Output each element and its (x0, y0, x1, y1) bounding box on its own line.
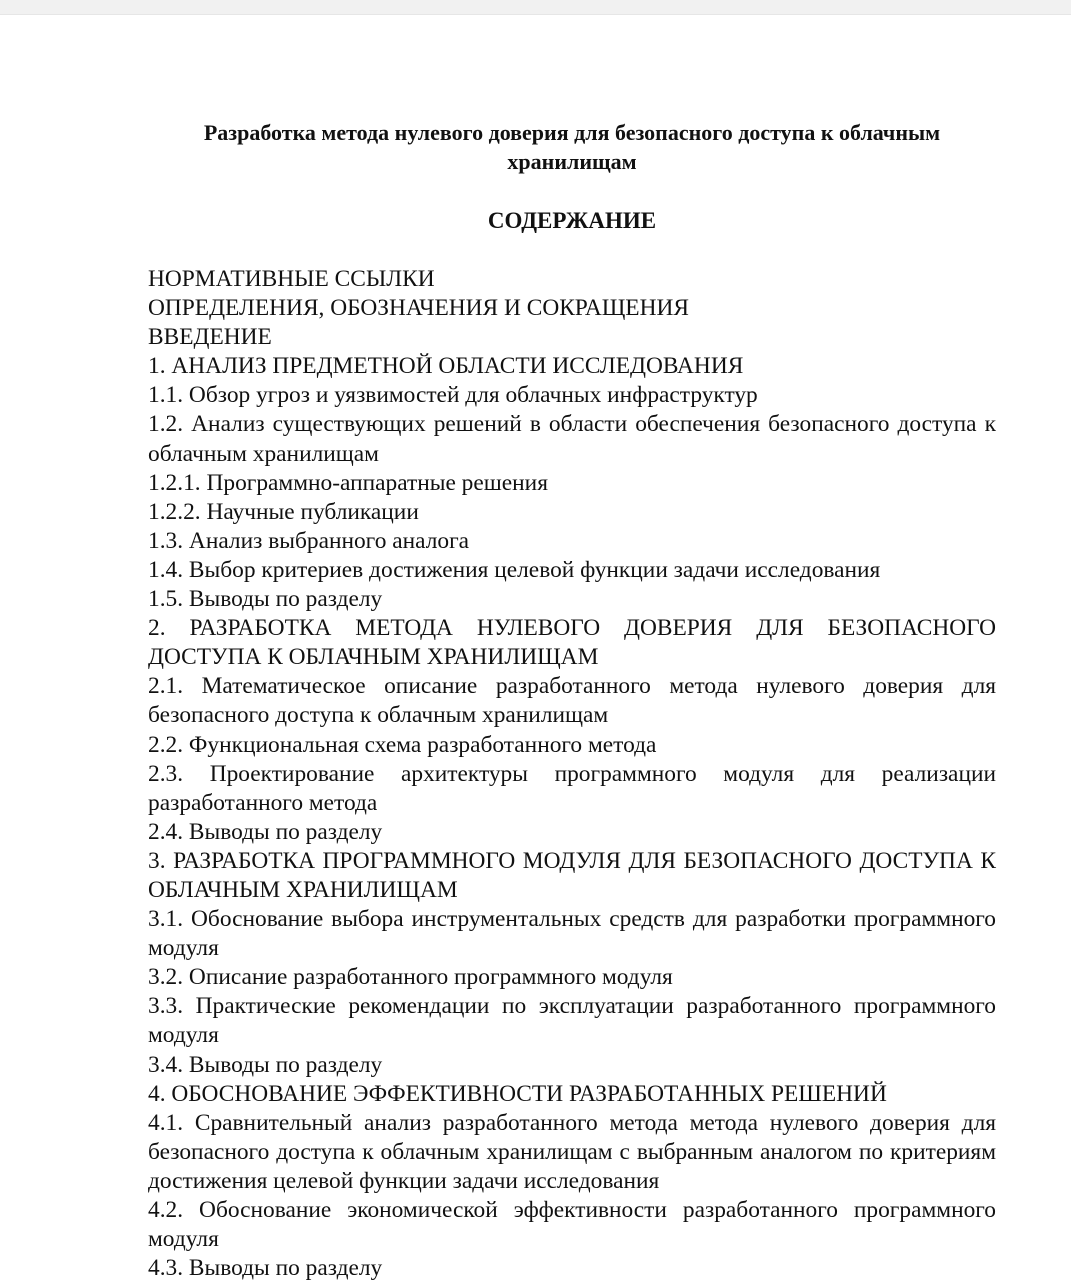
document-title: Разработка метода нулевого доверия для безопасного доступа к облачным хранилищам (203, 120, 941, 174)
toc-item: 3.4. Выводы по разделу (148, 1051, 383, 1078)
toc-item: 2.1. Математическое описание разработанного метода нулевого доверия для безопасного доступа к облачным хранилищам (148, 673, 996, 729)
toc-item: 2.2. Функциональная схема разработанного метода (148, 731, 657, 758)
toc-item: ВВЕДЕНИЕ (148, 324, 272, 351)
toc-item: 2.4. Выводы по разделу (148, 818, 383, 845)
toc-item: 4.3. Выводы по разделу (148, 1255, 383, 1282)
toc-item: 1.2. Анализ существующих решений в области обеспечения безопасного доступа к облачным хранилищам (148, 411, 996, 467)
toc-item: ОПРЕДЕЛЕНИЯ, ОБОЗНАЧЕНИЯ И СОКРАЩЕНИЯ (148, 295, 689, 322)
toc-item: 3.1. Обоснование выбора инструментальных средств для разработки программного модуля (148, 906, 996, 962)
toc-item: 3.2. Описание разработанного программного модуля (148, 964, 673, 991)
toc-item: 4. ОБОСНОВАНИЕ ЭФФЕКТИВНОСТИ РАЗРАБОТАННЫХ РЕШЕНИЙ (148, 1080, 887, 1107)
toc-item: 4.1. Сравнительный анализ разработанного метода метода нулевого доверия для безопасного доступа к облачным хранилищам с выбранным аналогом по критериям достижения целевой функции задачи исследования (148, 1109, 996, 1194)
table-of-contents (148, 265, 996, 1283)
toc-item: НОРМАТИВНЫЕ ССЫЛКИ (148, 266, 435, 292)
toc-item: 1.3. Анализ выбранного аналога (148, 527, 470, 554)
toc-heading: СОДЕРЖАНИЕ (487, 208, 657, 233)
toc-item: 1.2.2. Научные публикации (148, 498, 419, 525)
toc-item: 1.2.1. Программно-аппаратные решения (148, 469, 548, 496)
toc-item: 1. АНАЛИЗ ПРЕДМЕТНОЙ ОБЛАСТИ ИССЛЕДОВАНИЯ (148, 353, 744, 380)
toc-item: 3.3. Практические рекомендации по эксплуатации разработанного программного модуля (148, 993, 996, 1049)
toc-item: 3. РАЗРАБОТКА ПРОГРАММНОГО МОДУЛЯ ДЛЯ БЕЗОПАСНОГО ДОСТУПА К ОБЛАЧНЫМ ХРАНИЛИЩАМ (148, 847, 996, 903)
viewer-top-bar (0, 0, 1071, 15)
toc-item: 4.2. Обоснование экономической эффективности разработанного программного модуля (148, 1197, 996, 1253)
document-page (148, 118, 996, 1283)
toc-item: 1.4. Выбор критериев достижения целевой функции задачи исследования (148, 556, 881, 583)
toc-item: 1.1. Обзор угроз и уязвимостей для облачных инфраструктур (148, 382, 758, 409)
toc-item: 2.3. Проектирование архитектуры программного модуля для реализации разработанного метода (148, 760, 996, 816)
toc-item: 1.5. Выводы по разделу (148, 586, 383, 613)
toc-item: 2. РАЗРАБОТКА МЕТОДА НУЛЕВОГО ДОВЕРИЯ ДЛЯ БЕЗОПАСНОГО ДОСТУПА К ОБЛАЧНЫМ ХРАНИЛИЩАМ (148, 615, 996, 671)
